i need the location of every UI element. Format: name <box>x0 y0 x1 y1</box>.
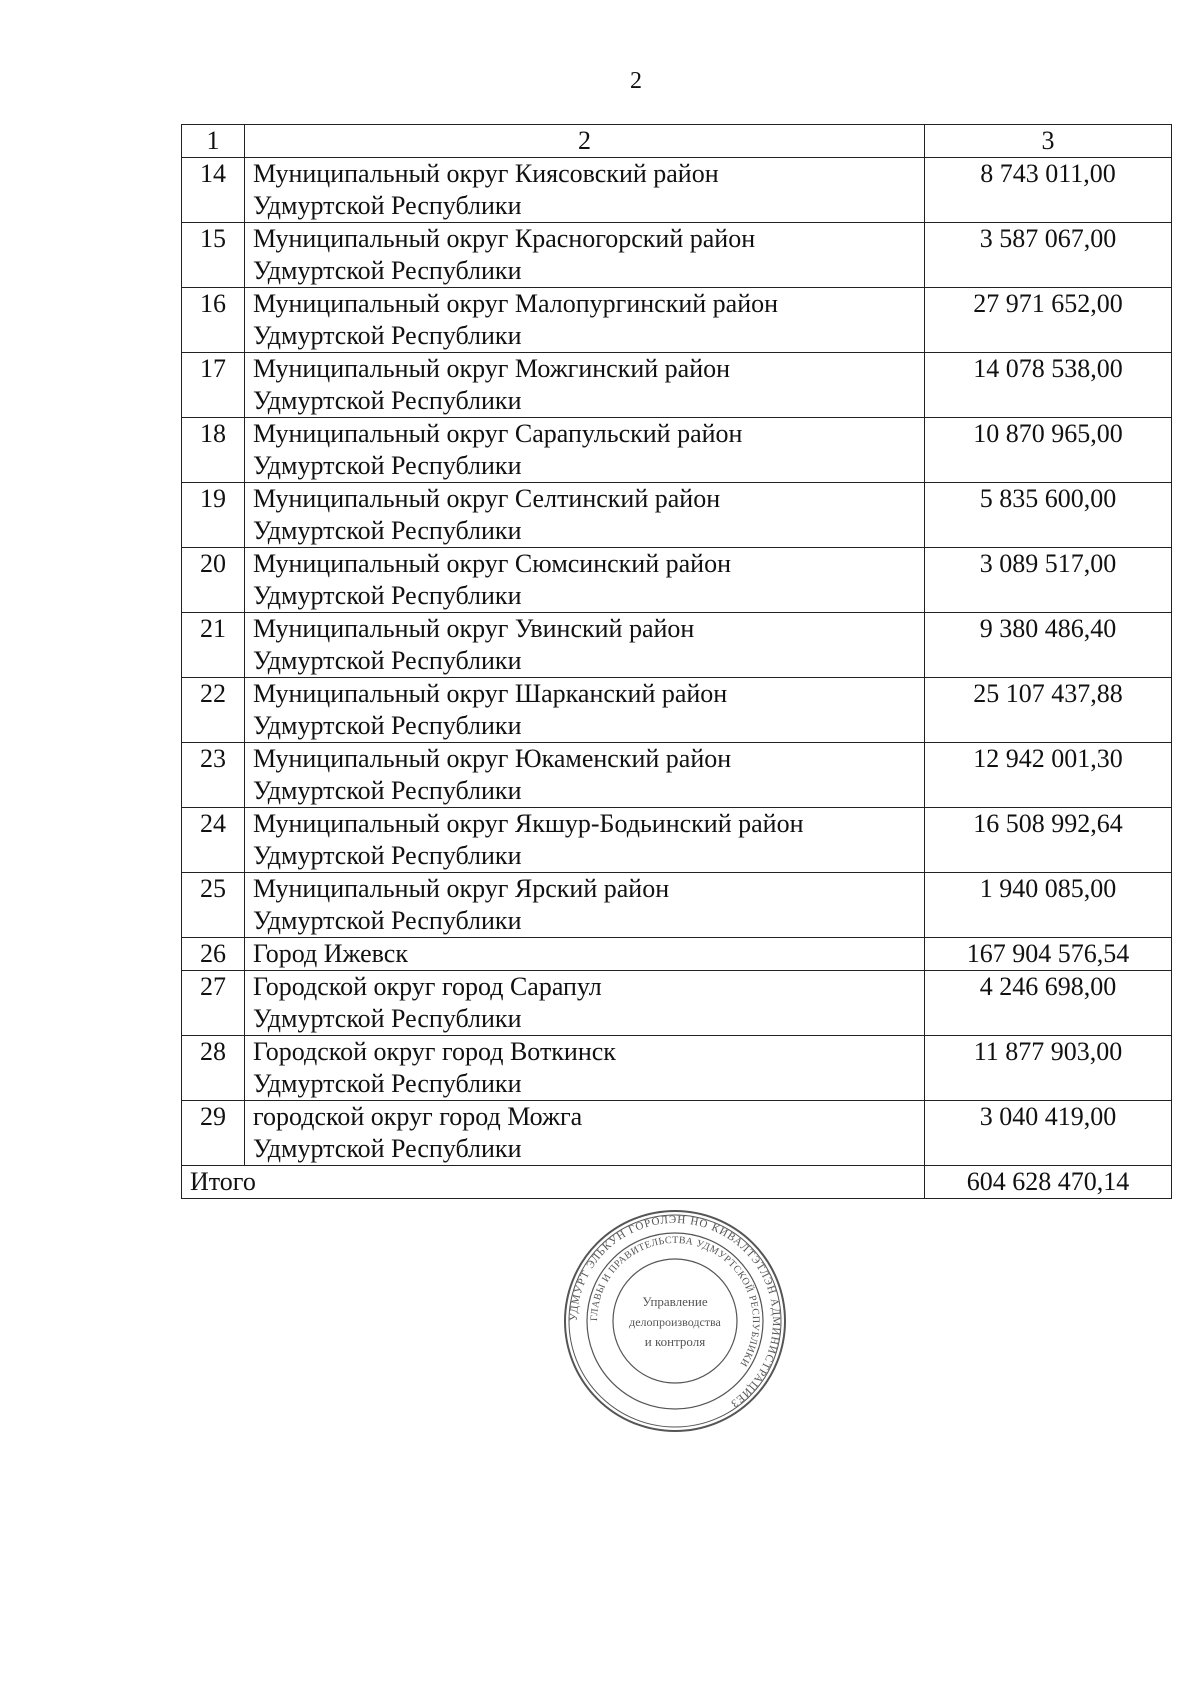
stamp-outer-text: УДМУРТ ЭЛЬКУН ГОРОЛЭН НО КИВАЛТЭТЛЭН АДМИНИСТРАЦИЕЗ <box>567 1213 783 1410</box>
row-amount: 12 942 001,30 <box>925 743 1172 808</box>
municipality-name <box>245 938 925 971</box>
municipality-name <box>245 288 925 353</box>
municipality-name-line1: городской округ город Можга <box>253 1102 583 1131</box>
row-amount: 4 246 698,00 <box>925 971 1172 1036</box>
official-stamp <box>560 1206 790 1436</box>
municipality-name-line1: Муниципальный округ Сюмсинский район <box>253 549 732 578</box>
table-row <box>182 808 1172 873</box>
table-row <box>182 483 1172 548</box>
municipality-name-line1: Муниципальный округ Можгинский район <box>253 354 731 383</box>
row-amount: 14 078 538,00 <box>925 353 1172 418</box>
table-row <box>182 353 1172 418</box>
table-row <box>182 1036 1172 1101</box>
row-amount: 16 508 992,64 <box>925 808 1172 873</box>
municipality-name-line2: Удмуртской Республики <box>253 581 522 610</box>
municipality-name-line1: Городской округ город Воткинск <box>253 1037 616 1066</box>
municipality-name-line1: Муниципальный округ Якшур-Бодьинский район <box>253 809 804 838</box>
row-number: 28 <box>182 1036 245 1101</box>
municipality-name <box>245 223 925 288</box>
municipality-name-line2: Удмуртской Республики <box>253 451 522 480</box>
municipality-name-line1: Городской округ город Сарапул <box>253 972 602 1001</box>
municipality-name-line2: Удмуртской Республики <box>253 386 522 415</box>
row-number: 17 <box>182 353 245 418</box>
stamp-center-line1: Управление <box>642 1294 708 1309</box>
budget-table <box>181 124 1172 1199</box>
row-number: 18 <box>182 418 245 483</box>
municipality-name-line2: Удмуртской Республики <box>253 1004 522 1033</box>
row-number: 20 <box>182 548 245 613</box>
row-number: 19 <box>182 483 245 548</box>
row-number: 23 <box>182 743 245 808</box>
municipality-name-line1: Город Ижевск <box>253 939 408 968</box>
municipality-name-line2: Удмуртской Республики <box>253 1069 522 1098</box>
table-row <box>182 223 1172 288</box>
municipality-name <box>245 548 925 613</box>
municipality-name <box>245 353 925 418</box>
municipality-name-line2: Удмуртской Республики <box>253 841 522 870</box>
municipality-name <box>245 483 925 548</box>
table-row <box>182 548 1172 613</box>
municipality-name <box>245 158 925 223</box>
municipality-name-line1: Муниципальный округ Красногорский район <box>253 224 756 253</box>
row-number: 21 <box>182 613 245 678</box>
row-amount: 3 040 419,00 <box>925 1101 1172 1166</box>
row-number: 16 <box>182 288 245 353</box>
row-number: 27 <box>182 971 245 1036</box>
municipality-name-line2: Удмуртской Республики <box>253 516 522 545</box>
column-header-number: 1 <box>182 125 245 158</box>
row-amount: 8 743 011,00 <box>925 158 1172 223</box>
stamp-center-line2: делопроизводства <box>629 1315 721 1329</box>
table-row <box>182 418 1172 483</box>
column-header-amount: 3 <box>925 125 1172 158</box>
row-amount: 3 587 067,00 <box>925 223 1172 288</box>
municipality-name <box>245 613 925 678</box>
column-header-name: 2 <box>245 125 925 158</box>
row-amount: 5 835 600,00 <box>925 483 1172 548</box>
table-row <box>182 873 1172 938</box>
municipality-name <box>245 808 925 873</box>
municipality-name-line1: Муниципальный округ Юкаменский район <box>253 744 732 773</box>
row-number: 26 <box>182 938 245 971</box>
row-amount: 27 971 652,00 <box>925 288 1172 353</box>
row-amount: 1 940 085,00 <box>925 873 1172 938</box>
table-header-row <box>182 125 1172 158</box>
table-row <box>182 743 1172 808</box>
municipality-name-line1: Муниципальный округ Сарапульский район <box>253 419 743 448</box>
table-row <box>182 971 1172 1036</box>
row-amount: 11 877 903,00 <box>925 1036 1172 1101</box>
row-amount: 10 870 965,00 <box>925 418 1172 483</box>
municipality-name-line2: Удмуртской Республики <box>253 711 522 740</box>
total-row <box>182 1166 1172 1199</box>
table-row <box>182 938 1172 971</box>
stamp-inner-text: ГЛАВЫ И ПРАВИТЕЛЬСТВА УДМУРТСКОЙ РЕСПУБЛИКИ <box>588 1234 762 1369</box>
table-row <box>182 1101 1172 1166</box>
table-row <box>182 158 1172 223</box>
municipality-name-line2: Удмуртской Республики <box>253 906 522 935</box>
table-row <box>182 678 1172 743</box>
municipality-name <box>245 418 925 483</box>
municipality-name-line2: Удмуртской Республики <box>253 1134 522 1163</box>
municipality-name-line1: Муниципальный округ Увинский район <box>253 614 695 643</box>
municipality-name-line1: Муниципальный округ Киясовский район <box>253 159 719 188</box>
municipality-name <box>245 678 925 743</box>
municipality-name <box>245 873 925 938</box>
municipality-name-line1: Муниципальный округ Селтинский район <box>253 484 721 513</box>
table-body <box>182 158 1172 1166</box>
municipality-name-line1: Муниципальный округ Ярский район <box>253 874 670 903</box>
municipality-name-line2: Удмуртской Республики <box>253 256 522 285</box>
municipality-name <box>245 971 925 1036</box>
municipality-name-line1: Муниципальный округ Шарканский район <box>253 679 728 708</box>
row-amount: 167 904 576,54 <box>925 938 1172 971</box>
row-number: 25 <box>182 873 245 938</box>
total-label: Итого <box>182 1166 925 1199</box>
municipality-name <box>245 1101 925 1166</box>
row-number: 15 <box>182 223 245 288</box>
row-amount: 25 107 437,88 <box>925 678 1172 743</box>
row-number: 22 <box>182 678 245 743</box>
row-number: 24 <box>182 808 245 873</box>
municipality-name <box>245 1036 925 1101</box>
municipality-name-line1: Муниципальный округ Малопургинский район <box>253 289 779 318</box>
municipality-name-line2: Удмуртской Республики <box>253 191 522 220</box>
municipality-name-line2: Удмуртской Республики <box>253 321 522 350</box>
row-amount: 9 380 486,40 <box>925 613 1172 678</box>
table-row <box>182 288 1172 353</box>
municipality-name <box>245 743 925 808</box>
page-number: 2 <box>630 68 642 94</box>
municipality-name-line2: Удмуртской Республики <box>253 776 522 805</box>
row-number: 29 <box>182 1101 245 1166</box>
stamp-center-line3: и контроля <box>644 1334 706 1349</box>
total-amount: 604 628 470,14 <box>925 1166 1172 1199</box>
row-amount: 3 089 517,00 <box>925 548 1172 613</box>
municipality-name-line2: Удмуртской Республики <box>253 646 522 675</box>
row-number: 14 <box>182 158 245 223</box>
table-row <box>182 613 1172 678</box>
